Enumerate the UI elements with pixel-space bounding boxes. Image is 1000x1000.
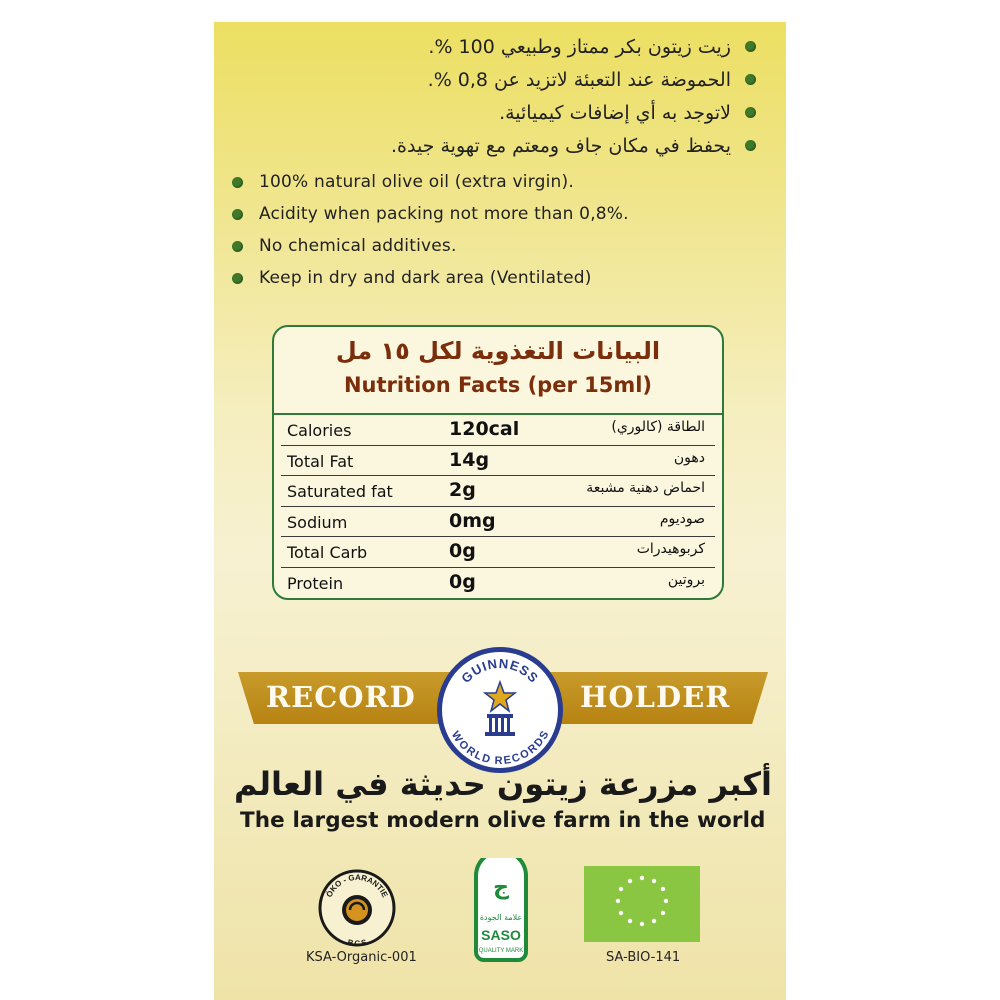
bcs-seal-text: ÖKO - GARANTIE [324, 872, 390, 899]
bullet-icon [232, 209, 243, 220]
english-feature-text: Acidity when packing not more than 0,8%. [259, 204, 629, 224]
nutrient-label-arabic: دهون [673, 449, 705, 466]
bullet-icon [745, 107, 756, 118]
tagline-arabic: أكبر مزرعة زيتون حديثة في العالم [233, 765, 772, 803]
table-row [281, 537, 715, 568]
arabic-feature-list [236, 30, 756, 162]
saso-arabic-text: علامة الجودة [479, 913, 523, 922]
arabic-feature-item [236, 30, 756, 63]
nutrition-facts-table [272, 325, 724, 600]
bullet-icon [745, 140, 756, 151]
bcs-organic-icon [317, 868, 397, 948]
star-pillar-icon [485, 682, 515, 736]
arabic-feature-text: الحموضة عند التعبئة لاتزيد عن 0,8 %. [427, 68, 731, 91]
english-feature-item [232, 198, 772, 230]
saso-quality-mark-icon [466, 858, 536, 962]
table-row [281, 568, 715, 598]
arabic-feature-text: يحفظ في مكان جاف ومعتم مع تهوية جيدة. [390, 134, 731, 157]
table-row [281, 507, 715, 538]
nutrient-label-arabic: بروتين [667, 571, 705, 588]
nutrient-value: 0g [449, 540, 476, 562]
seal-top-text: GUINNESS [458, 655, 542, 686]
nutrient-label-arabic: كربوهيدرات [636, 541, 705, 557]
seal-bottom-text: WORLD RECORDS [448, 729, 552, 768]
bullet-icon [232, 241, 243, 252]
bullet-icon [745, 74, 756, 85]
guinness-seal-graphic [442, 652, 558, 768]
english-feature-text: Keep in dry and dark area (Ventilated) [259, 268, 592, 288]
bullet-icon [232, 177, 243, 188]
nutrition-header [274, 327, 722, 415]
english-feature-item [232, 166, 772, 198]
nutrient-value: 120cal [449, 418, 520, 440]
nutrient-label-arabic: احماض دهنية مشبعة [586, 480, 705, 496]
english-feature-text: 100% natural olive oil (extra virgin). [259, 172, 574, 192]
nutrient-value: 14g [449, 448, 490, 471]
guinness-world-records-seal [437, 647, 563, 773]
english-feature-list [232, 166, 772, 294]
arabic-feature-text: لاتوجد به أي إضافات كيميائية. [499, 101, 731, 124]
bullet-icon [745, 41, 756, 52]
nutrient-label: Total Fat [287, 451, 354, 471]
eu-bio-certificate-caption: SA-BIO-141 [606, 950, 681, 965]
saso-sub-text: QUALITY MARK [478, 948, 524, 954]
table-row [281, 446, 715, 477]
arabic-feature-item [236, 63, 756, 96]
english-feature-item [232, 262, 772, 294]
nutrition-title-arabic: البيانات التغذوية لكل ١٥ مل [335, 337, 661, 365]
nutrient-label-arabic: الطاقة (كالوري) [611, 419, 705, 435]
arabic-feature-item [236, 129, 756, 162]
svg-text:BCS [347, 938, 368, 948]
table-row [281, 415, 715, 446]
bcs-certificate-caption: KSA-Organic-001 [306, 950, 417, 965]
nutrient-value: 0mg [449, 509, 496, 532]
table-row [281, 476, 715, 507]
nutrient-label: Calories [287, 421, 352, 440]
nutrient-label: Sodium [287, 512, 348, 532]
tagline: The largest modern olive farm in the world [240, 808, 766, 833]
nutrition-title: Nutrition Facts (per 15ml) [343, 373, 653, 397]
nutrient-label: Protein [287, 573, 344, 593]
nutrient-label: Total Carb [287, 543, 368, 562]
nutrient-label-arabic: صوديوم [659, 510, 705, 527]
banner-holder-text: HOLDER [580, 680, 731, 714]
nutrient-value: 2g [449, 479, 476, 501]
bcs-seal-bottom: BCS [346, 937, 368, 948]
bullet-icon [232, 273, 243, 284]
saso-text: SASO [481, 927, 521, 943]
english-feature-item [232, 230, 772, 262]
nutrient-value: 0g [449, 570, 476, 593]
banner-record-text: RECORD [266, 680, 416, 714]
nutrient-label: Saturated fat [287, 482, 393, 501]
english-feature-text: No chemical additives. [259, 236, 457, 256]
arabic-feature-item [236, 96, 756, 129]
arabic-feature-text: زيت زيتون بكر ممتاز وطبيعي 100 %. [428, 35, 731, 58]
saso-letter: ج [493, 875, 509, 900]
eu-organic-leaf-icon [584, 866, 700, 942]
